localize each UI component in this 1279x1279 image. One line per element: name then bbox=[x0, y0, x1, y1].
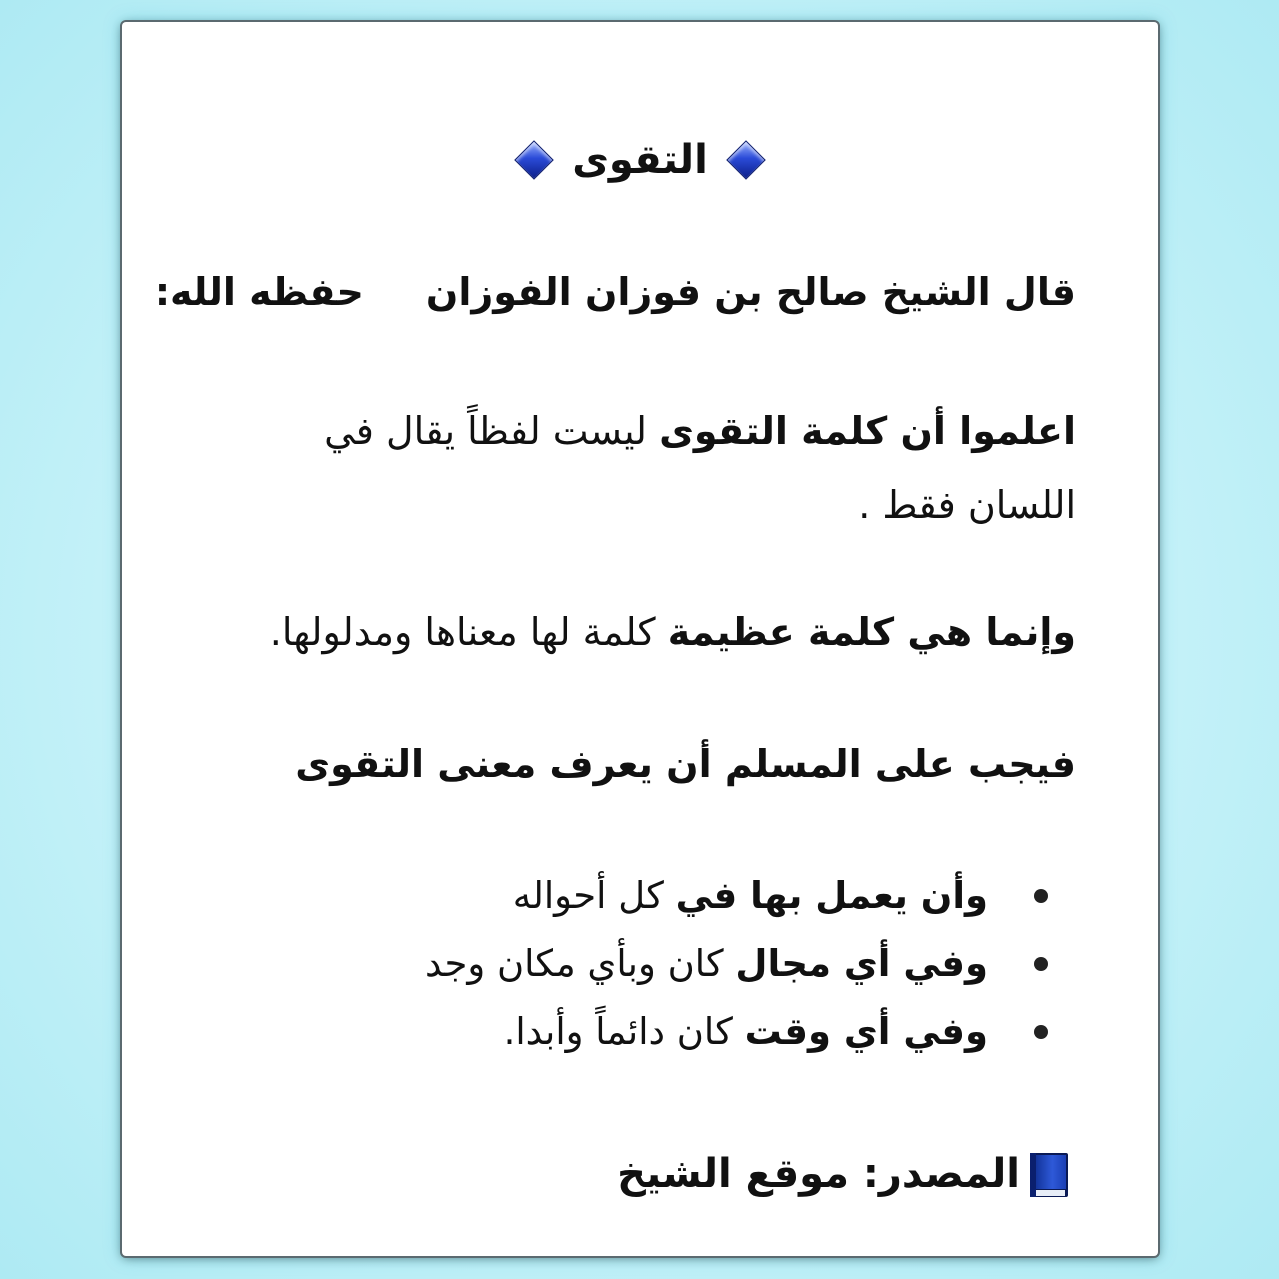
bullet-1-bold: وأن يعمل بها في bbox=[675, 874, 988, 917]
bullet-2-normal: كان وبأي مكان وجد bbox=[425, 942, 724, 985]
attribution-text: قال الشيخ صالح بن فوزان الفوزان bbox=[425, 270, 1076, 314]
bullet-dot-icon bbox=[1034, 957, 1048, 971]
blue-diamond-icon bbox=[514, 140, 554, 180]
blue-book-icon bbox=[1026, 1151, 1068, 1197]
blue-diamond-icon bbox=[726, 140, 766, 180]
list-item bbox=[425, 862, 1048, 930]
attribution-line bbox=[155, 262, 1076, 322]
paragraph-1-normal: ليست لفظاً يقال في اللسان فقط . bbox=[324, 409, 1076, 527]
bullet-1-normal: كل أحواله bbox=[512, 874, 664, 917]
paragraph-2 bbox=[270, 602, 1076, 662]
bullet-dot-icon bbox=[1034, 889, 1048, 903]
bullet-3-normal: كان دائماً وأبدا. bbox=[503, 1010, 733, 1053]
paragraph-1 bbox=[216, 394, 1076, 542]
source-line bbox=[617, 1144, 1068, 1204]
bullet-2-bold: وفي أي مجال bbox=[735, 942, 988, 985]
title-row bbox=[122, 130, 1158, 190]
list-item bbox=[425, 930, 1048, 998]
paragraph-1-bold: اعلموا أن كلمة التقوى bbox=[659, 409, 1076, 453]
bullet-dot-icon bbox=[1034, 1025, 1048, 1039]
source-label: المصدر: موقع الشيخ bbox=[617, 1151, 1020, 1197]
content-card bbox=[122, 22, 1158, 1256]
paragraph-2-normal: كلمة لها معناها ومدلولها. bbox=[269, 610, 656, 654]
bullet-3-bold: وفي أي وقت bbox=[744, 1010, 988, 1053]
page-title: التقوى bbox=[572, 137, 708, 183]
honorific-text: حفظه الله: bbox=[154, 270, 364, 314]
paragraph-2-bold: وإنما هي كلمة عظيمة bbox=[667, 610, 1076, 654]
list-item bbox=[425, 998, 1048, 1066]
bullet-list bbox=[425, 862, 1048, 1066]
paragraph-3: فيجب على المسلم أن يعرف معنى التقوى bbox=[295, 742, 1076, 786]
